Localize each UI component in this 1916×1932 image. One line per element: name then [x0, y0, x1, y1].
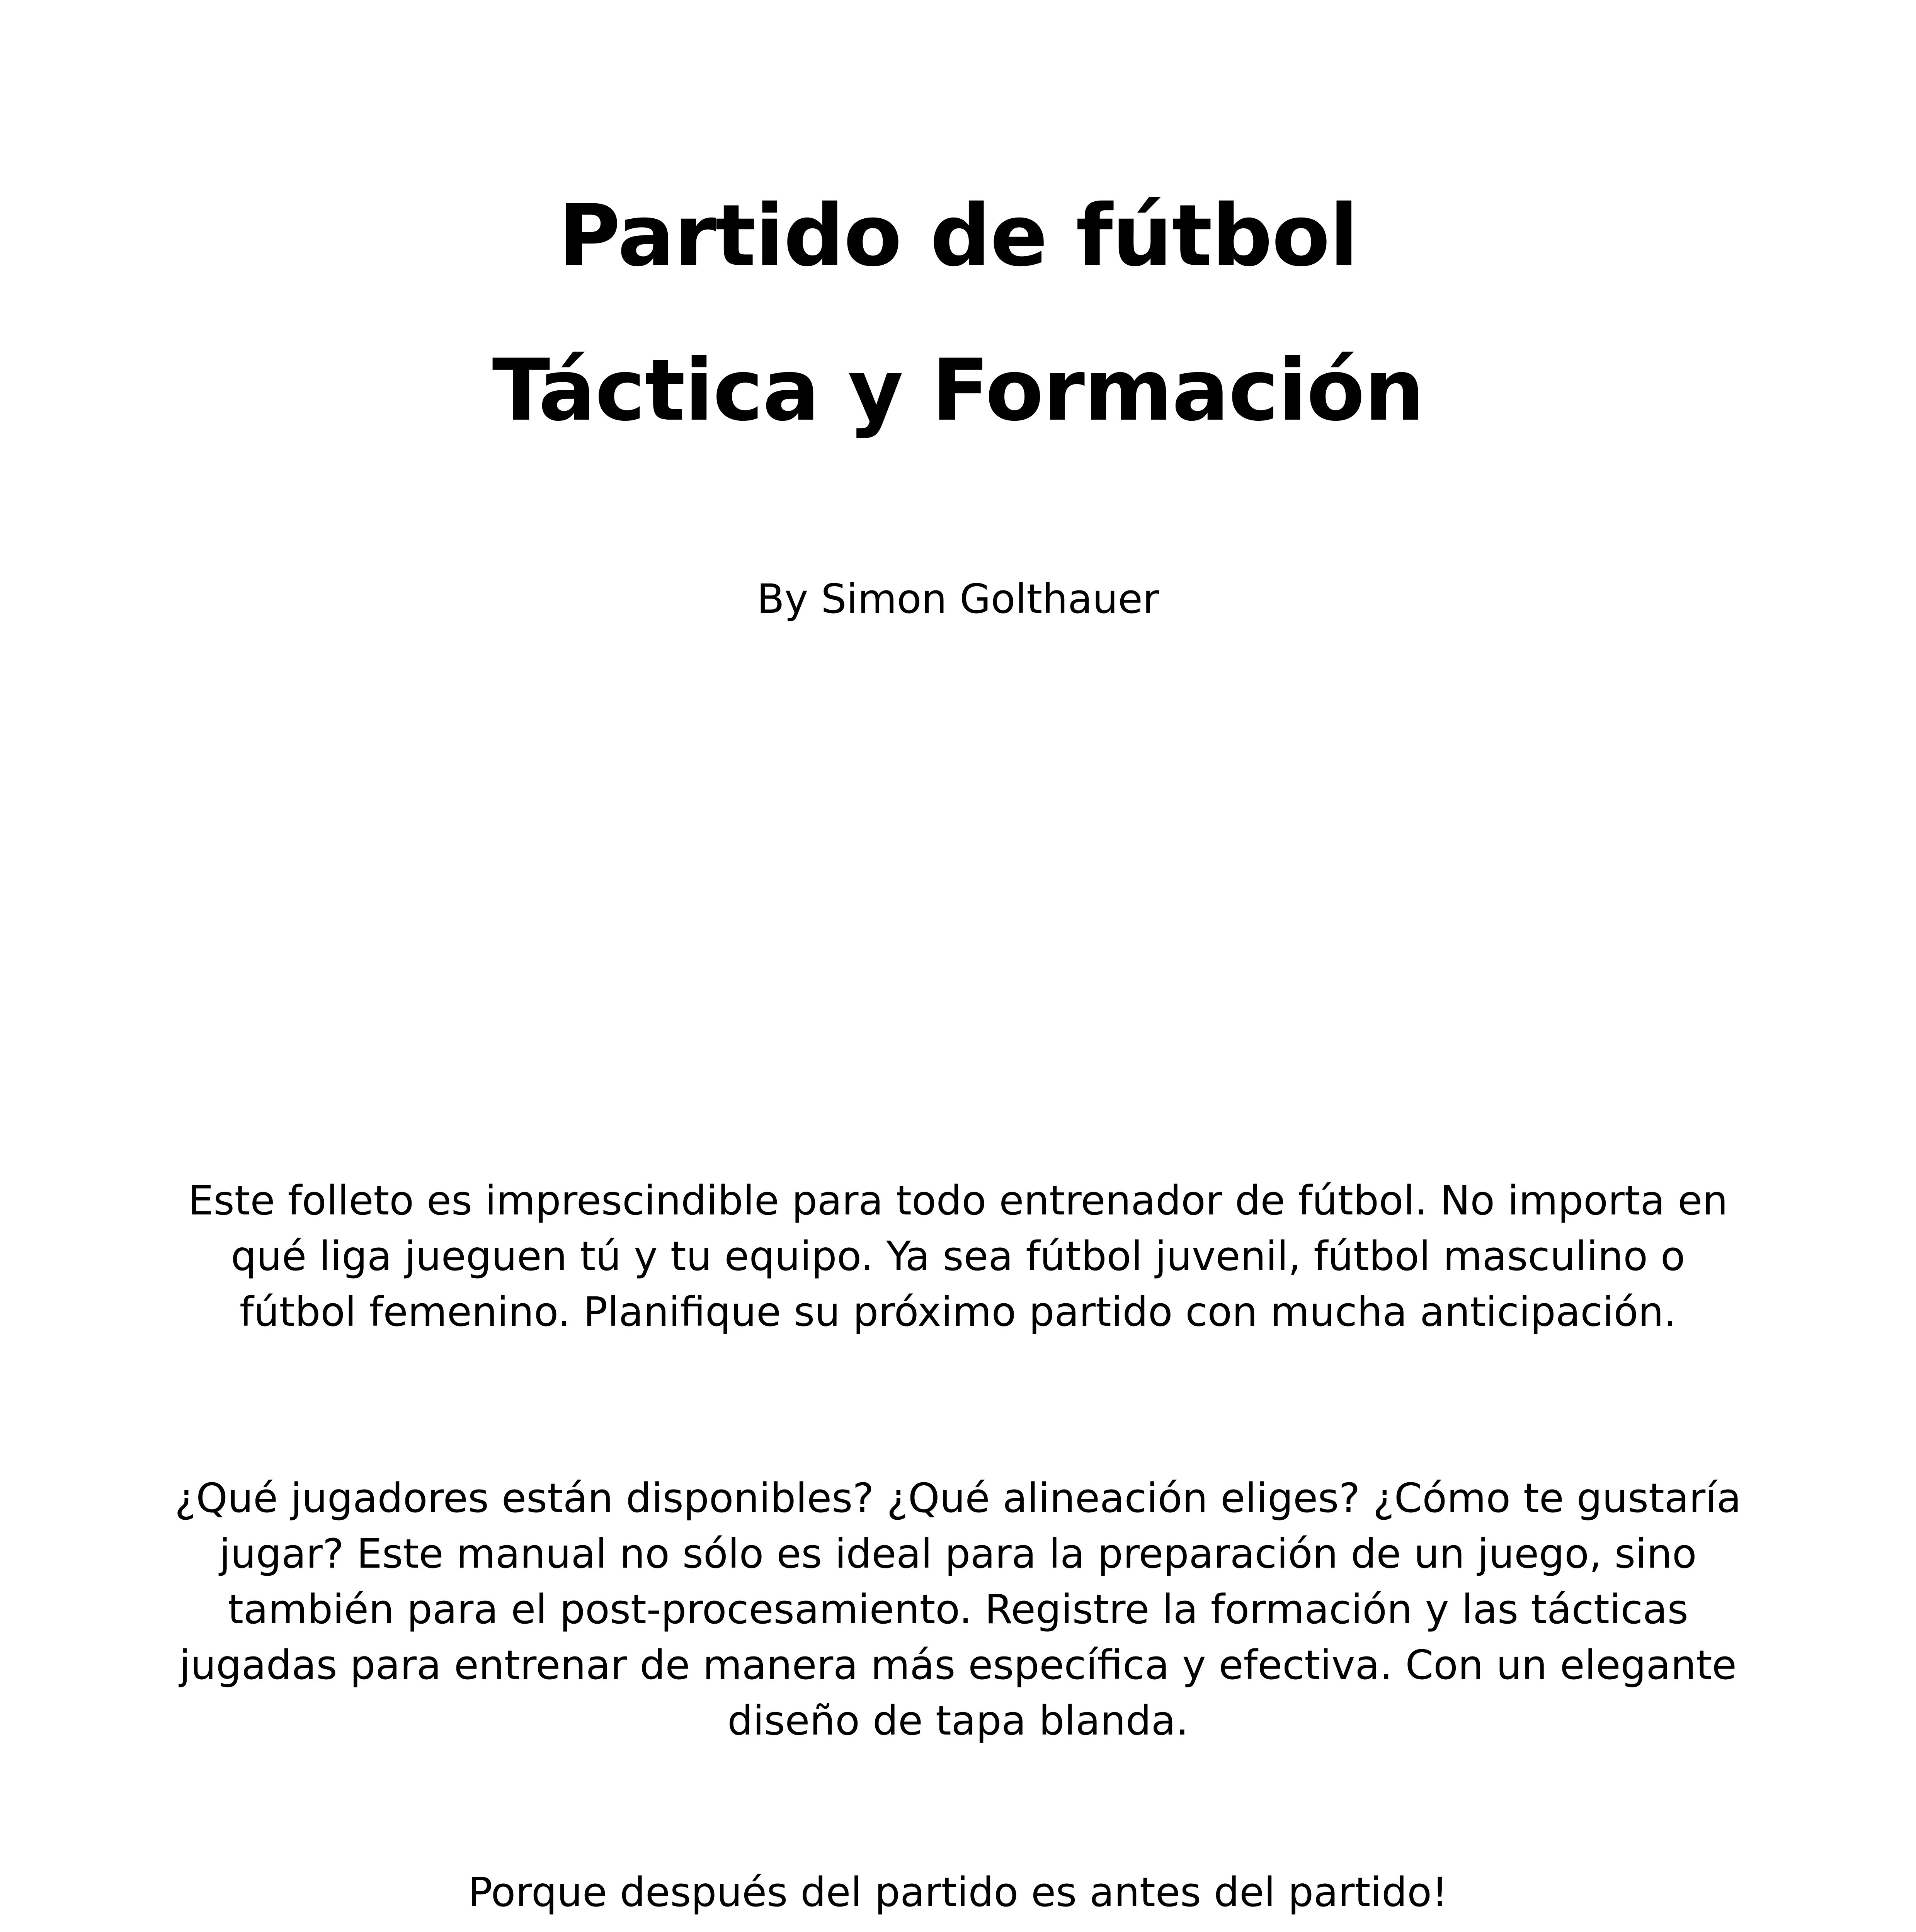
- description-paragraph-1: Este folleto es imprescindible para todo entrenador de fútbol. No importa en qué liga jueguen tú y tu equipo. Ya sea fútbol juvenil, fútbol masculino o fútbol femenino. Planifique su próximo partido con mucha anticipación.: [188, 1177, 1728, 1335]
- title-line-1: Partido de fútbol: [558, 186, 1358, 285]
- title-line-2: Táctica y Formación: [492, 341, 1424, 440]
- description-paragraph-2: ¿Qué jugadores están disponibles? ¿Qué alineación eliges? ¿Cómo te gustaría jugar? Este manual no sólo es ideal para la preparación de un juego, sino también para el post-procesamiento. Registre la formación y las tácticas jugadas para entrenar de manera más específica y efectiva. Con un elegante diseño de tapa blanda.: [175, 1475, 1741, 1744]
- author-byline: By Simon Golthauer: [757, 575, 1159, 622]
- closing-line: Porque después del partido es antes del partido!: [468, 1869, 1448, 1916]
